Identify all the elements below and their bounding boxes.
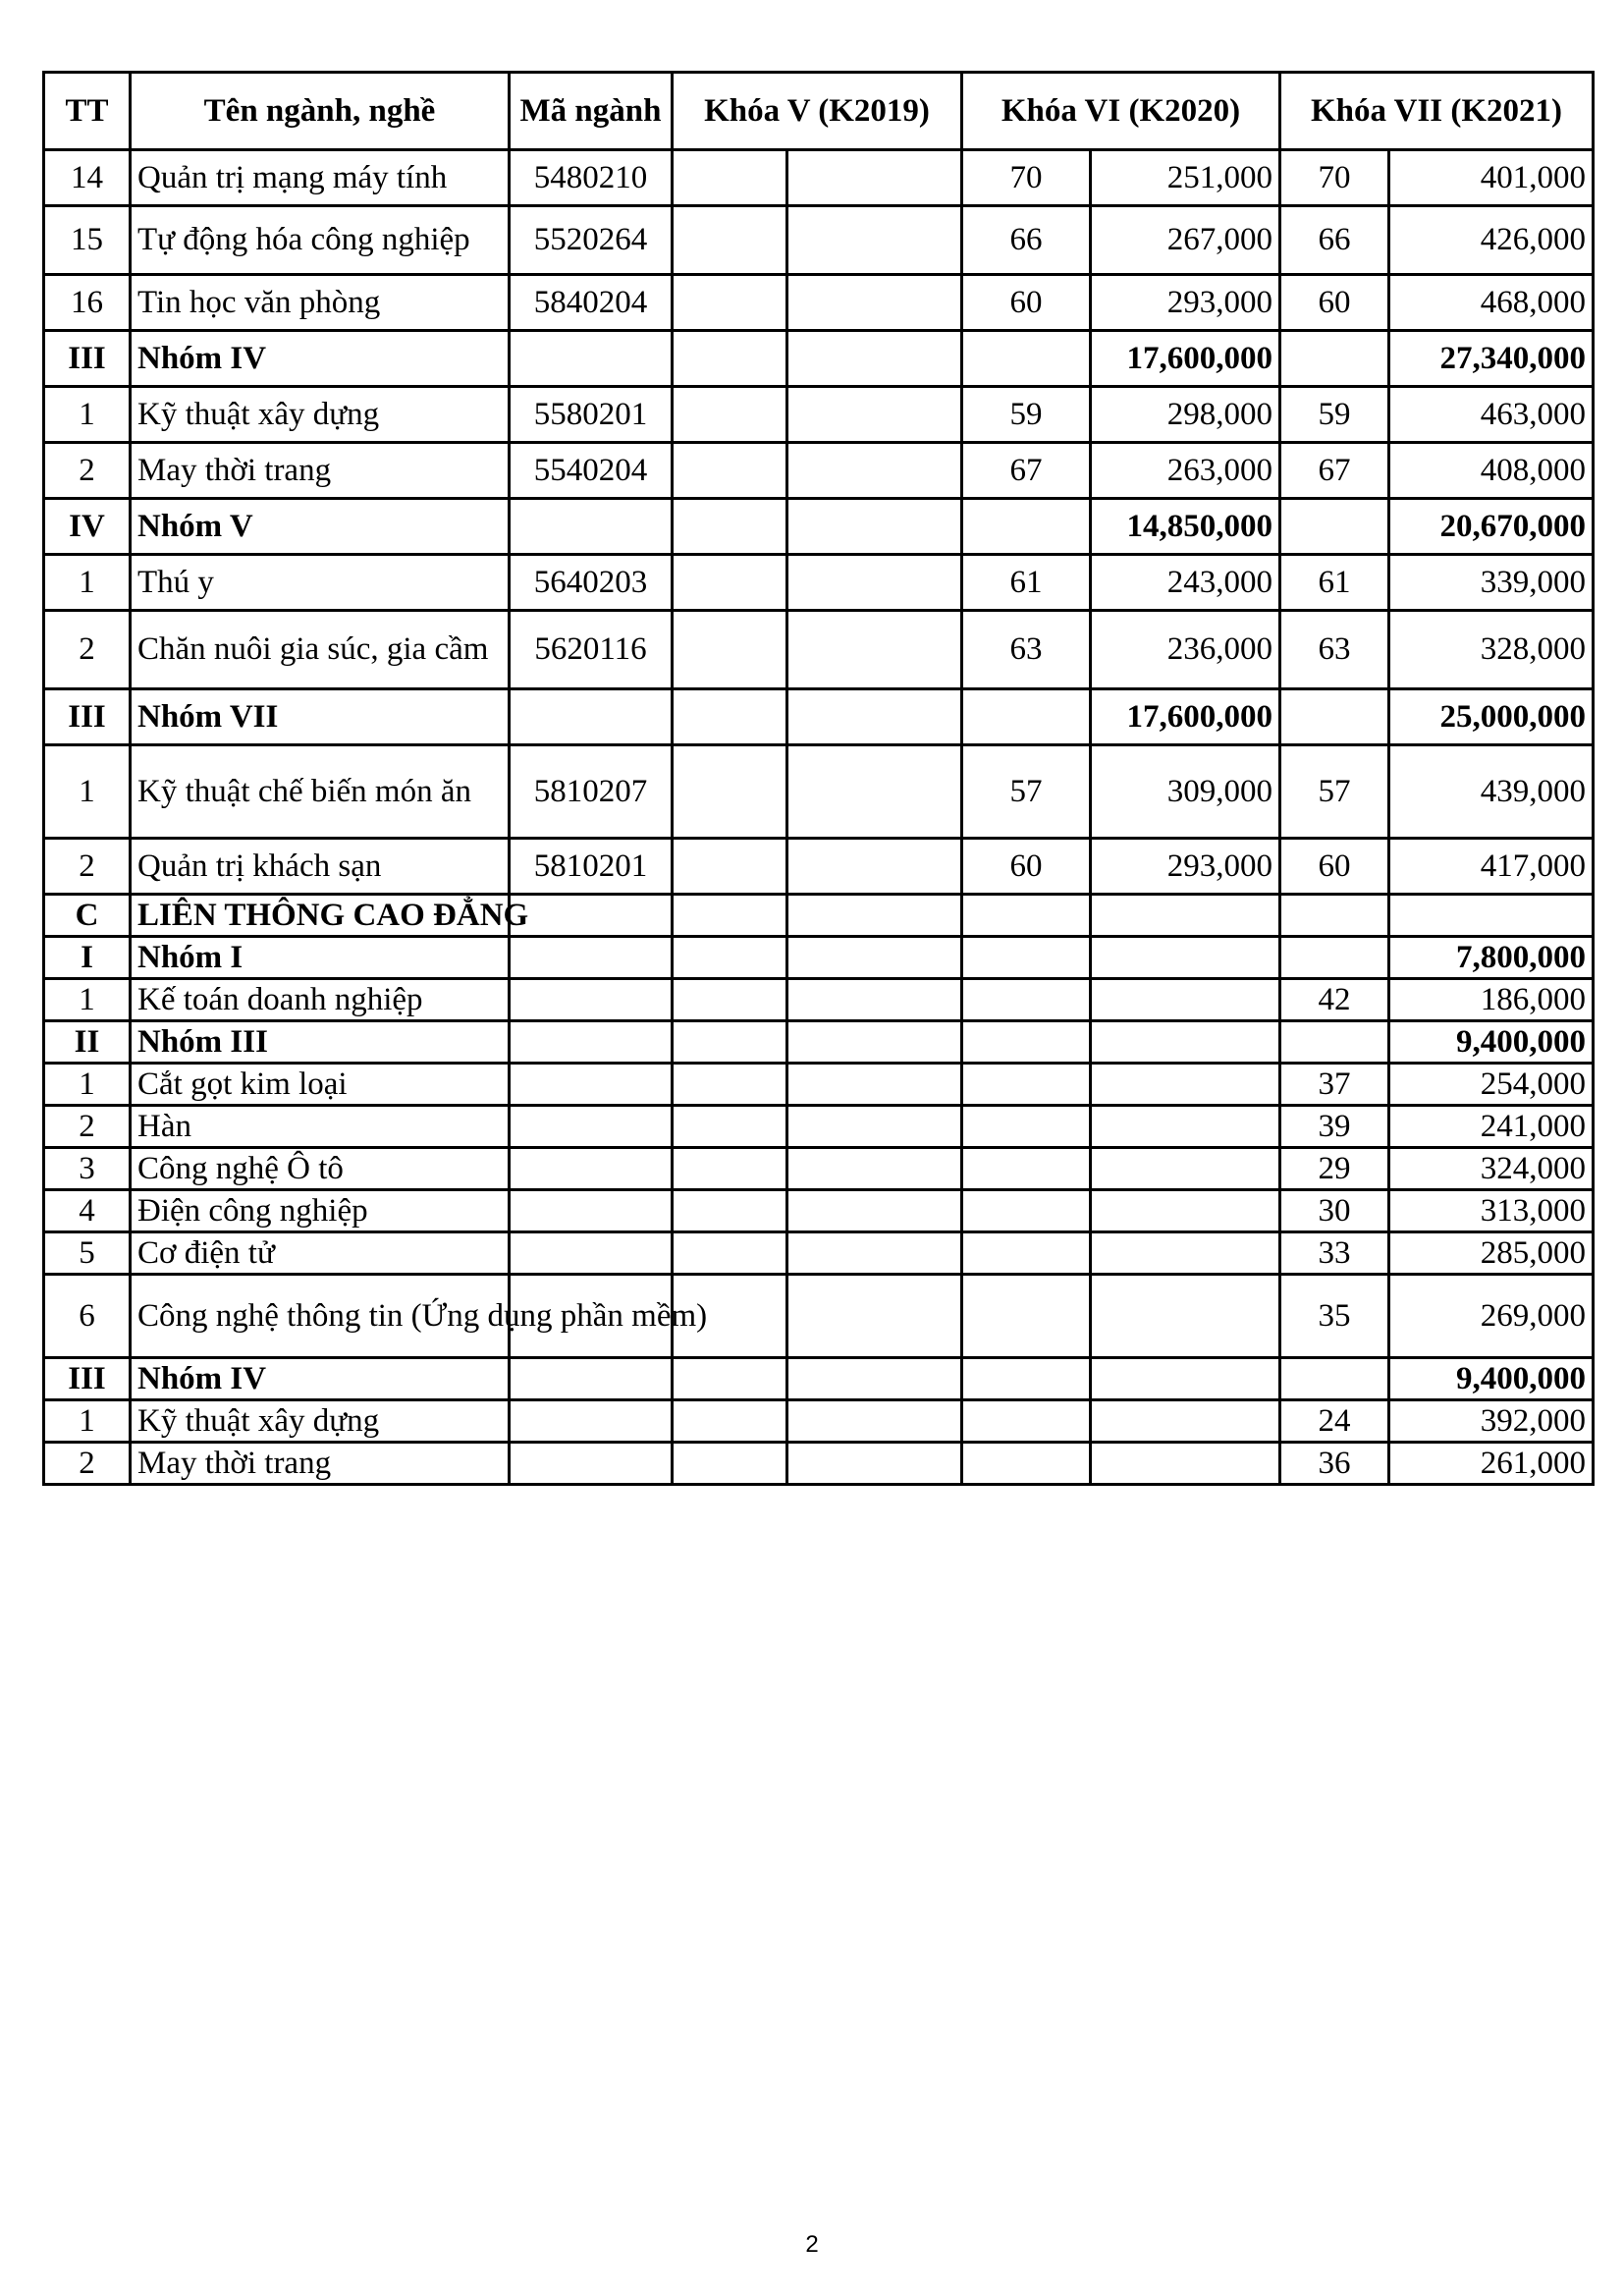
cell-k2021-count: 63: [1280, 611, 1389, 689]
cell-name: Nhóm III: [131, 1021, 510, 1064]
cell-k2019-fee: [787, 1275, 962, 1358]
cell-k2019-fee: [787, 1190, 962, 1232]
cell-k2020-fee: 267,000: [1091, 206, 1280, 275]
cell-code: 5810207: [510, 745, 673, 839]
cell-name: Tin học văn phòng: [131, 275, 510, 331]
cell-k2020-fee: [1091, 1358, 1280, 1400]
header-code: Mã ngành: [510, 73, 673, 150]
cell-k2021-fee: 392,000: [1389, 1400, 1594, 1443]
cell-k2021-count: 35: [1280, 1275, 1389, 1358]
cell-name: LIÊN THÔNG CAO ĐẲNG: [131, 895, 510, 937]
cell-name: Quản trị mạng máy tính: [131, 150, 510, 206]
cell-code: [510, 1106, 673, 1148]
cell-k2020-count: [962, 1358, 1091, 1400]
cell-k2021-count: [1280, 1021, 1389, 1064]
cell-tt: 1: [44, 745, 131, 839]
cell-k2020-fee: [1091, 1021, 1280, 1064]
table-row: [44, 1443, 1594, 1485]
cell-name: Hàn: [131, 1106, 510, 1148]
page-number: 2: [805, 2231, 819, 2258]
cell-k2019-fee: [787, 839, 962, 895]
cell-code: [510, 1443, 673, 1485]
cell-k2019-count: [673, 895, 787, 937]
cell-code: [510, 1148, 673, 1190]
cell-k2019-count: [673, 387, 787, 443]
group-row: [44, 1358, 1594, 1400]
cell-tt: 2: [44, 1106, 131, 1148]
table-row: [44, 745, 1594, 839]
cell-k2019-count: [673, 611, 787, 689]
cell-k2019-fee: [787, 1064, 962, 1106]
table-row: [44, 1190, 1594, 1232]
cell-k2020-count: 63: [962, 611, 1091, 689]
cell-tt: 15: [44, 206, 131, 275]
cell-k2020-fee: [1091, 1064, 1280, 1106]
cell-k2021-count: 33: [1280, 1232, 1389, 1275]
cell-tt: II: [44, 1021, 131, 1064]
cell-tt: 14: [44, 150, 131, 206]
cell-k2021-fee: 408,000: [1389, 443, 1594, 499]
cell-k2021-fee: 463,000: [1389, 387, 1594, 443]
header-row: [44, 73, 1594, 150]
cell-k2021-fee: 468,000: [1389, 275, 1594, 331]
cell-k2020-count: [962, 331, 1091, 387]
cell-name: Tự động hóa công nghiệp: [131, 206, 510, 275]
cell-k2021-fee: [1389, 895, 1594, 937]
group-row: [44, 331, 1594, 387]
cell-k2021-fee: 426,000: [1389, 206, 1594, 275]
cell-k2019-fee: [787, 1443, 962, 1485]
cell-k2020-fee: [1091, 1190, 1280, 1232]
cell-name: Nhóm VII: [131, 689, 510, 745]
cell-name: Kế toán doanh nghiệp: [131, 979, 510, 1021]
cell-k2021-count: [1280, 937, 1389, 979]
cell-code: [510, 1358, 673, 1400]
cell-tt: 5: [44, 1232, 131, 1275]
cell-k2020-count: 70: [962, 150, 1091, 206]
cell-k2020-count: [962, 499, 1091, 555]
cell-k2019-fee: [787, 555, 962, 611]
cell-k2020-count: [962, 895, 1091, 937]
cell-tt: C: [44, 895, 131, 937]
cell-name: Nhóm V: [131, 499, 510, 555]
cell-k2019-fee: [787, 275, 962, 331]
cell-k2021-count: 67: [1280, 443, 1389, 499]
cell-k2020-fee: [1091, 1106, 1280, 1148]
cell-k2021-count: 66: [1280, 206, 1389, 275]
cell-k2020-count: [962, 1232, 1091, 1275]
cell-tt: 6: [44, 1275, 131, 1358]
table-row: [44, 150, 1594, 206]
cell-k2020-fee: 243,000: [1091, 555, 1280, 611]
cell-code: 5580201: [510, 387, 673, 443]
cell-k2019-count: [673, 1021, 787, 1064]
cell-k2020-fee: 17,600,000: [1091, 689, 1280, 745]
cell-name: Công nghệ Ô tô: [131, 1148, 510, 1190]
table-row: [44, 387, 1594, 443]
cell-k2019-fee: [787, 745, 962, 839]
cell-k2021-fee: 9,400,000: [1389, 1358, 1594, 1400]
cell-k2021-fee: 241,000: [1389, 1106, 1594, 1148]
cell-code: 5480210: [510, 150, 673, 206]
cell-k2019-count: [673, 689, 787, 745]
cell-k2021-fee: 20,670,000: [1389, 499, 1594, 555]
cell-k2020-fee: [1091, 895, 1280, 937]
cell-k2020-count: 60: [962, 275, 1091, 331]
cell-k2020-fee: 263,000: [1091, 443, 1280, 499]
cell-k2019-count: [673, 1106, 787, 1148]
cell-k2020-count: [962, 979, 1091, 1021]
cell-k2020-fee: 309,000: [1091, 745, 1280, 839]
cell-k2019-count: [673, 443, 787, 499]
cell-k2019-fee: [787, 1148, 962, 1190]
cell-tt: 1: [44, 979, 131, 1021]
cell-code: 5640203: [510, 555, 673, 611]
cell-k2021-count: 61: [1280, 555, 1389, 611]
cell-k2020-fee: 298,000: [1091, 387, 1280, 443]
cell-code: [510, 331, 673, 387]
cell-code: [510, 1400, 673, 1443]
cell-k2019-count: [673, 937, 787, 979]
cell-code: 5540204: [510, 443, 673, 499]
cell-k2020-fee: [1091, 1232, 1280, 1275]
cell-k2021-count: 37: [1280, 1064, 1389, 1106]
cell-k2020-fee: [1091, 1148, 1280, 1190]
cell-k2021-fee: 313,000: [1389, 1190, 1594, 1232]
table-header: [44, 73, 1594, 150]
cell-name: Quản trị khách sạn: [131, 839, 510, 895]
cell-k2019-count: [673, 1064, 787, 1106]
cell-tt: III: [44, 331, 131, 387]
cell-k2021-count: [1280, 331, 1389, 387]
cell-k2019-fee: [787, 1232, 962, 1275]
cell-k2021-fee: 285,000: [1389, 1232, 1594, 1275]
cell-k2020-count: [962, 1064, 1091, 1106]
cell-k2021-fee: 417,000: [1389, 839, 1594, 895]
cell-k2020-fee: 293,000: [1091, 839, 1280, 895]
cell-k2020-fee: 236,000: [1091, 611, 1280, 689]
cell-k2019-fee: [787, 979, 962, 1021]
cell-k2021-count: 60: [1280, 839, 1389, 895]
cell-k2021-count: 39: [1280, 1106, 1389, 1148]
cell-k2019-fee: [787, 331, 962, 387]
cell-tt: 1: [44, 1400, 131, 1443]
cell-k2021-fee: 7,800,000: [1389, 937, 1594, 979]
table-row: [44, 1148, 1594, 1190]
cell-code: [510, 689, 673, 745]
table-row: [44, 275, 1594, 331]
cell-k2020-count: 60: [962, 839, 1091, 895]
cell-k2020-count: [962, 1400, 1091, 1443]
cell-k2019-count: [673, 1400, 787, 1443]
cell-k2020-fee: [1091, 937, 1280, 979]
cell-tt: 2: [44, 1443, 131, 1485]
cell-name: Thú y: [131, 555, 510, 611]
cell-name: Nhóm IV: [131, 1358, 510, 1400]
cell-k2019-fee: [787, 1021, 962, 1064]
cell-k2020-count: 57: [962, 745, 1091, 839]
cell-k2020-count: 59: [962, 387, 1091, 443]
cell-k2021-fee: 269,000: [1389, 1275, 1594, 1358]
group-row: [44, 1021, 1594, 1064]
cell-k2020-fee: 17,600,000: [1091, 331, 1280, 387]
table-row: [44, 1064, 1594, 1106]
cell-k2021-count: 36: [1280, 1443, 1389, 1485]
cell-tt: 2: [44, 611, 131, 689]
cell-code: [510, 499, 673, 555]
cell-name: Kỹ thuật xây dựng: [131, 387, 510, 443]
cell-k2019-fee: [787, 611, 962, 689]
cell-k2019-count: [673, 1443, 787, 1485]
cell-k2019-count: [673, 839, 787, 895]
cell-k2021-count: 29: [1280, 1148, 1389, 1190]
cell-k2020-count: [962, 1148, 1091, 1190]
cell-code: [510, 1064, 673, 1106]
cell-k2020-count: 67: [962, 443, 1091, 499]
cell-k2019-fee: [787, 895, 962, 937]
cell-k2020-count: [962, 1021, 1091, 1064]
table-row: [44, 839, 1594, 895]
cell-k2019-count: [673, 555, 787, 611]
cell-name: May thời trang: [131, 1443, 510, 1485]
cell-k2021-fee: 9,400,000: [1389, 1021, 1594, 1064]
cell-k2021-count: [1280, 499, 1389, 555]
cell-k2020-fee: [1091, 1400, 1280, 1443]
cell-k2019-count: [673, 499, 787, 555]
cell-k2019-fee: [787, 689, 962, 745]
cell-tt: 3: [44, 1148, 131, 1190]
cell-k2021-count: 59: [1280, 387, 1389, 443]
cell-code: [510, 979, 673, 1021]
cell-tt: 2: [44, 443, 131, 499]
cell-k2019-fee: [787, 499, 962, 555]
cell-k2021-fee: 328,000: [1389, 611, 1594, 689]
cell-k2021-fee: 25,000,000: [1389, 689, 1594, 745]
cell-k2019-count: [673, 1358, 787, 1400]
header-k2020: Khóa VI (K2020): [962, 73, 1280, 150]
cell-k2019-count: [673, 1148, 787, 1190]
cell-k2019-count: [673, 206, 787, 275]
cell-k2020-count: [962, 1106, 1091, 1148]
cell-name: Nhóm IV: [131, 331, 510, 387]
cell-k2021-fee: 324,000: [1389, 1148, 1594, 1190]
cell-name: Chăn nuôi gia súc, gia cầm: [131, 611, 510, 689]
cell-tt: I: [44, 937, 131, 979]
cell-code: [510, 937, 673, 979]
cell-name: Cơ điện tử: [131, 1232, 510, 1275]
table-row: [44, 979, 1594, 1021]
table-row: [44, 1232, 1594, 1275]
cell-tt: 1: [44, 1064, 131, 1106]
cell-k2019-count: [673, 275, 787, 331]
cell-k2021-count: [1280, 1358, 1389, 1400]
cell-code: 5810201: [510, 839, 673, 895]
cell-k2019-fee: [787, 206, 962, 275]
cell-k2021-count: 30: [1280, 1190, 1389, 1232]
cell-k2021-fee: 401,000: [1389, 150, 1594, 206]
cell-k2019-fee: [787, 1106, 962, 1148]
table-row: [44, 443, 1594, 499]
cell-k2020-count: [962, 1443, 1091, 1485]
cell-code: [510, 1190, 673, 1232]
cell-k2019-count: [673, 331, 787, 387]
cell-k2019-count: [673, 1190, 787, 1232]
table-row: [44, 611, 1594, 689]
group-row: [44, 499, 1594, 555]
cell-k2019-fee: [787, 150, 962, 206]
cell-k2019-count: [673, 150, 787, 206]
cell-k2020-count: 66: [962, 206, 1091, 275]
cell-k2021-fee: 439,000: [1389, 745, 1594, 839]
cell-tt: 1: [44, 555, 131, 611]
cell-tt: 16: [44, 275, 131, 331]
cell-k2019-fee: [787, 937, 962, 979]
table-row: [44, 1106, 1594, 1148]
cell-tt: 2: [44, 839, 131, 895]
cell-tt: 1: [44, 387, 131, 443]
cell-k2020-count: [962, 1190, 1091, 1232]
cell-k2021-fee: 27,340,000: [1389, 331, 1594, 387]
cell-k2021-count: 42: [1280, 979, 1389, 1021]
cell-k2021-count: 60: [1280, 275, 1389, 331]
header-k2019: Khóa V (K2019): [673, 73, 962, 150]
cell-k2020-count: [962, 1275, 1091, 1358]
table-row: [44, 1400, 1594, 1443]
cell-k2019-fee: [787, 1358, 962, 1400]
cell-name: Kỹ thuật chế biến món ăn: [131, 745, 510, 839]
cell-k2021-count: 70: [1280, 150, 1389, 206]
cell-k2019-fee: [787, 1400, 962, 1443]
cell-k2021-fee: 254,000: [1389, 1064, 1594, 1106]
cell-k2020-count: 61: [962, 555, 1091, 611]
table-row: [44, 206, 1594, 275]
cell-k2020-fee: 293,000: [1091, 275, 1280, 331]
cell-k2021-count: 24: [1280, 1400, 1389, 1443]
cell-code: [510, 1232, 673, 1275]
cell-k2020-fee: 251,000: [1091, 150, 1280, 206]
cell-name: Công nghệ thông tin (Ứng dụng phần mềm): [131, 1275, 510, 1358]
header-tt: TT: [44, 73, 131, 150]
cell-tt: III: [44, 689, 131, 745]
cell-code: 5840204: [510, 275, 673, 331]
cell-k2019-count: [673, 745, 787, 839]
cell-k2020-count: [962, 689, 1091, 745]
cell-k2019-count: [673, 1232, 787, 1275]
table-row: [44, 555, 1594, 611]
cell-k2021-fee: 186,000: [1389, 979, 1594, 1021]
cell-code: 5520264: [510, 206, 673, 275]
cell-k2021-count: [1280, 895, 1389, 937]
cell-k2021-fee: 339,000: [1389, 555, 1594, 611]
cell-k2020-fee: 14,850,000: [1091, 499, 1280, 555]
section-row: [44, 895, 1594, 937]
cell-k2020-count: [962, 937, 1091, 979]
cell-code: 5620116: [510, 611, 673, 689]
tuition-fee-table: [42, 71, 1595, 1486]
cell-k2019-fee: [787, 387, 962, 443]
cell-tt: IV: [44, 499, 131, 555]
group-row: [44, 689, 1594, 745]
group-row: [44, 937, 1594, 979]
cell-code: [510, 895, 673, 937]
cell-code: [510, 1021, 673, 1064]
cell-tt: III: [44, 1358, 131, 1400]
cell-k2020-fee: [1091, 1275, 1280, 1358]
cell-name: Cắt gọt kim loại: [131, 1064, 510, 1106]
cell-name: Kỹ thuật xây dựng: [131, 1400, 510, 1443]
cell-k2021-fee: 261,000: [1389, 1443, 1594, 1485]
cell-name: May thời trang: [131, 443, 510, 499]
table-body: [44, 150, 1594, 1485]
cell-name: Điện công nghiệp: [131, 1190, 510, 1232]
header-name: Tên ngành, nghề: [131, 73, 510, 150]
header-k2021: Khóa VII (K2021): [1280, 73, 1594, 150]
cell-k2019-count: [673, 979, 787, 1021]
cell-k2019-fee: [787, 443, 962, 499]
cell-k2020-fee: [1091, 979, 1280, 1021]
cell-name: Nhóm I: [131, 937, 510, 979]
cell-k2020-fee: [1091, 1443, 1280, 1485]
cell-k2021-count: 57: [1280, 745, 1389, 839]
cell-tt: 4: [44, 1190, 131, 1232]
table-row: [44, 1275, 1594, 1358]
cell-k2021-count: [1280, 689, 1389, 745]
